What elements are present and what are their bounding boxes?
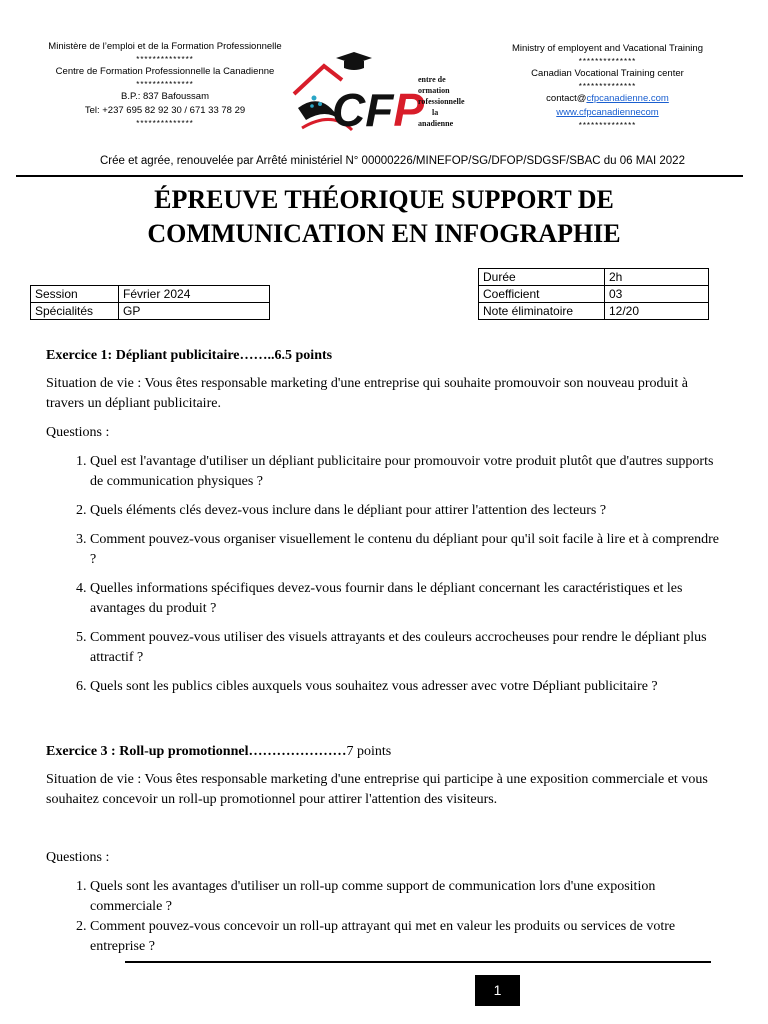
elimination-label: Note éliminatoire — [479, 303, 605, 320]
session-label: Session — [31, 286, 119, 303]
exam-body — [46, 346, 726, 957]
coefficient-value: 03 — [605, 286, 709, 303]
ministry-fr: Ministère de l’emploi et de la Formation Professionnelle — [48, 41, 282, 52]
cfp-logo-graphic — [292, 50, 482, 134]
exercise3-title: Exercice 3 : Roll-up promotionnel…………………7 points — [46, 744, 392, 759]
exercise3-questions — [46, 877, 726, 957]
website-link[interactable]: www.cfpcanadiennecom — [556, 107, 659, 118]
list-item: 1. Quel est l'avantage d'utiliser un dépliant publicitaire pour promouvoir votre produit plutôt que d'autres supports de communication physiques ? — [90, 452, 726, 492]
header-right-block — [500, 42, 715, 131]
separator: ************** — [578, 121, 637, 130]
header-divider — [16, 175, 743, 177]
logo-letters: CFP — [332, 84, 425, 134]
logo-line5: anadienne — [418, 119, 454, 128]
specialty-label: Spécialités — [31, 303, 119, 320]
list-item: 6. Quels sont les publics cibles auxquels vous souhaitez vous adresser avec votre Dépliant publicitaire ? — [90, 677, 726, 697]
title-line1: ÉPREUVE THÉORIQUE SUPPORT DE — [154, 185, 614, 214]
exercise3-questions-label: Questions : — [46, 850, 110, 865]
table-row — [479, 286, 709, 303]
decree-line: Crée et agrée, renouvelée par Arrêté ministériel N° 00000226/MINEFOP/SG/DFOP/SDGSF/SBAC du 06 MAI 2022 — [100, 155, 685, 167]
table-row — [31, 303, 270, 320]
list-item: 4. Quelles informations spécifiques devez-vous fournir dans le dépliant concernant les caractéristiques et les avantages du produit ? — [90, 579, 726, 619]
exercise1-questions-label: Questions : — [46, 425, 110, 440]
session-value: Février 2024 — [119, 286, 270, 303]
title-line2: COMMUNICATION EN INFOGRAPHIE — [147, 219, 621, 248]
table-row — [31, 286, 270, 303]
center-name-en: Canadian Vocational Training center — [531, 68, 684, 79]
exercise1-questions — [46, 452, 726, 697]
logo-line1: entre de — [418, 75, 446, 84]
specialty-value: GP — [119, 303, 270, 320]
logo-line4: la — [432, 108, 439, 117]
separator: ************** — [136, 80, 194, 89]
logo-line2: ormation — [418, 86, 450, 95]
list-item: 3. Comment pouvez-vous organiser visuellement le contenu du dépliant pour qu'il soit facile à lire et à comprendre ? — [90, 530, 726, 570]
separator: ************** — [578, 82, 637, 91]
exercise1-situation: Situation de vie : Vous êtes responsable marketing d'une entreprise qui souhaite promouvoir son nouveau produit à travers un dépliant publicitaire. — [46, 376, 688, 411]
page-number: 1 — [475, 975, 520, 1006]
table-row — [479, 269, 709, 286]
elimination-value: 12/20 — [605, 303, 709, 320]
header-left-block — [40, 40, 290, 129]
separator: ************** — [136, 119, 194, 128]
separator: ************** — [136, 55, 194, 64]
exam-details-table — [478, 268, 709, 320]
duration-value: 2h — [605, 269, 709, 286]
footer-divider — [125, 961, 711, 963]
exercise3-situation: Situation de vie : Vous êtes responsable marketing d'une entreprise qui participe à une exposition commerciale et vous souhaitez concevoir un roll-up promotionnel pour attirer l'attention des visiteurs. — [46, 772, 708, 807]
list-item: 1. Quels sont les avantages d'utiliser un roll-up comme support de communication lors d'une exposition commerciale ? — [90, 877, 726, 917]
cfp-logo — [292, 50, 482, 134]
table-row — [479, 303, 709, 320]
ministry-en: Ministry of employent and Vacational Training — [512, 43, 703, 54]
contact-email[interactable]: contact@cfpcanadienne.com — [546, 93, 669, 104]
list-item: 2. Quels éléments clés devez-vous inclure dans le dépliant pour attirer l'attention des lecteurs ? — [90, 501, 726, 521]
exam-title — [0, 183, 768, 251]
logo-line3: rofessionnelle — [418, 97, 465, 106]
telephone: Tel: +237 695 82 92 30 / 671 33 78 29 — [84, 105, 246, 116]
coefficient-label: Coefficient — [479, 286, 605, 303]
postal-box: B.P.: 837 Bafoussam — [120, 91, 210, 102]
center-name-fr: Centre de Formation Professionnelle la Canadienne — [55, 66, 275, 77]
list-item: 5. Comment pouvez-vous utiliser des visuels attrayants et des couleurs accrocheuses pour rendre le dépliant plus attractif ? — [90, 628, 726, 668]
duration-label: Durée — [479, 269, 605, 286]
exercise1-title: Exercice 1: Dépliant publicitaire……..6.5 points — [46, 348, 333, 363]
list-item: 2. Comment pouvez-vous concevoir un roll-up attrayant qui met en valeur les produits ou services de votre entreprise ? — [90, 917, 726, 957]
session-table — [30, 285, 270, 320]
separator: ************** — [578, 57, 637, 66]
